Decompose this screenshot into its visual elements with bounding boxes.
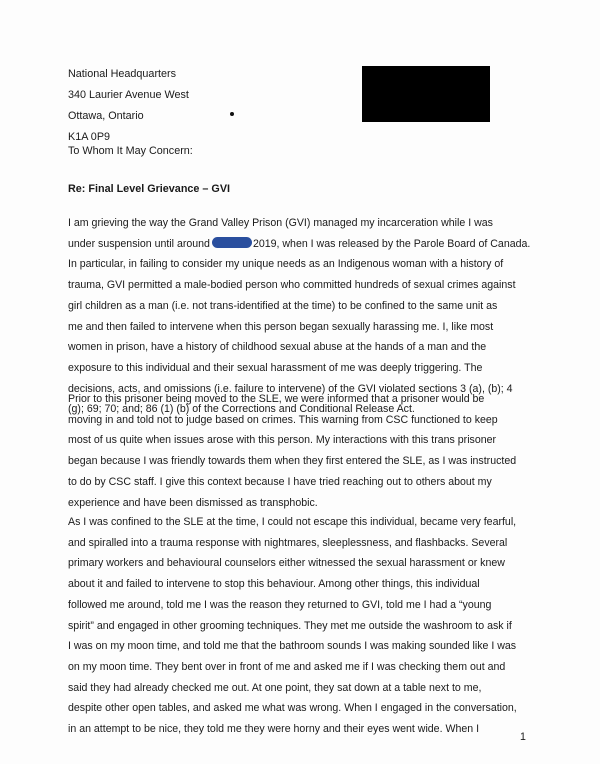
- line-text: 2019, when I was released by the Parole Board of Canada.: [252, 237, 531, 250]
- scan-mark: [230, 112, 234, 116]
- paragraph-line: most of us quite when issues arose with this person. My interactions with this trans prisoner: [68, 434, 497, 447]
- address-line-2: 340 Laurier Avenue West: [68, 89, 189, 101]
- paragraph-line: decisions, acts, and omissions (i.e. failure to intervene) of the GVI violated sections 3 (a), (b); 4: [68, 382, 513, 395]
- paragraph-line: trauma, GVI permitted a male-bodied person who committed hundreds of sexual crimes against: [68, 279, 516, 292]
- paragraph-line: (g); 69; 70; and; 86 (1) (b) of the Corrections and Conditional Release Act.: [68, 403, 415, 416]
- paragraph-line: As I was confined to the SLE at the time, I could not escape this individual, became very fearful,: [68, 516, 517, 528]
- paragraph-2: [68, 389, 538, 513]
- paragraph-line: me and then failed to intervene when this person began sexually harassing me. I, like most: [68, 320, 494, 333]
- page-number: 1: [520, 731, 526, 743]
- paragraph-line: despite other open tables, and asked me what was wrong. When I engaged in the conversation,: [68, 702, 517, 715]
- paragraph-line: girl children as a man (i.e. not trans-identified at the time) to be confined to the same unit as: [68, 299, 498, 312]
- recipient-address: [68, 64, 189, 148]
- paragraph-line: moving in and told not to judge based on crimes. This warning from CSC functioned to keep: [68, 413, 498, 426]
- paragraph-line: followed me around, told me I was the reason they returned to GVI, told me I had a “young: [68, 598, 492, 611]
- paragraph-line: [68, 234, 538, 255]
- paragraph-line: said they had already checked me out. At one point, they sat down at a table next to me,: [68, 681, 482, 694]
- paragraph-line: Prior to this prisoner being moved to the SLE, we were informed that a prisoner would be: [68, 393, 485, 405]
- paragraph-line: In particular, in failing to consider my unique needs as an Indigenous woman with a history of: [68, 258, 504, 271]
- address-line-1: National Headquarters: [68, 68, 177, 80]
- paragraph-line: in an attempt to be nice, they told me they were horny and their eyes went wide. When I: [68, 723, 480, 736]
- paragraph-3: [68, 512, 538, 740]
- paragraph-line: spirit” and engaged in other grooming techniques. They met me outside the washroom to ask if: [68, 619, 512, 632]
- paragraph-line: about it and failed to intervene to stop this behaviour. Among other things, this individual: [68, 578, 480, 591]
- address-line-3: Ottawa, Ontario: [68, 110, 144, 122]
- paragraph-line: women in prison, have a history of childhood sexual abuse at the hands of a man and the: [68, 341, 487, 354]
- salutation: To Whom It May Concern:: [68, 145, 193, 157]
- paragraph-line: I am grieving the way the Grand Valley Prison (GVI) managed my incarceration while I was: [68, 217, 493, 229]
- paragraph-line: began because I was friendly towards them when they first entered the SLE, as I was instructed: [68, 455, 517, 468]
- paragraph-line: I was on my moon time, and told me that the bathroom sounds I was making sounded like I was: [68, 640, 517, 653]
- paragraph-line: and spiralled into a trauma response with nightmares, sleeplessness, and flashbacks. Several: [68, 536, 508, 549]
- paragraph-line: experience and have been dismissed as transphobic.: [68, 496, 318, 509]
- paragraph-line: to do by CSC staff. I give this context because I have tried reaching out to others about my: [68, 475, 492, 488]
- paragraph-line: primary workers and behavioural counselors either witnessed the sexual harassment or knew: [68, 557, 505, 570]
- redaction-block: [362, 66, 490, 122]
- paragraph-line: on my moon time. They bent over in front of me and asked me if I was checking them out and: [68, 660, 506, 673]
- inline-redaction: [212, 237, 252, 248]
- address-line-4: K1A 0P9: [68, 131, 111, 143]
- paragraph-line: exposure to this individual and their sexual harassment of me was deeply triggering. The: [68, 361, 483, 374]
- line-text: under suspension until around: [68, 237, 210, 250]
- subject-line: Re: Final Level Grievance – GVI: [68, 183, 231, 195]
